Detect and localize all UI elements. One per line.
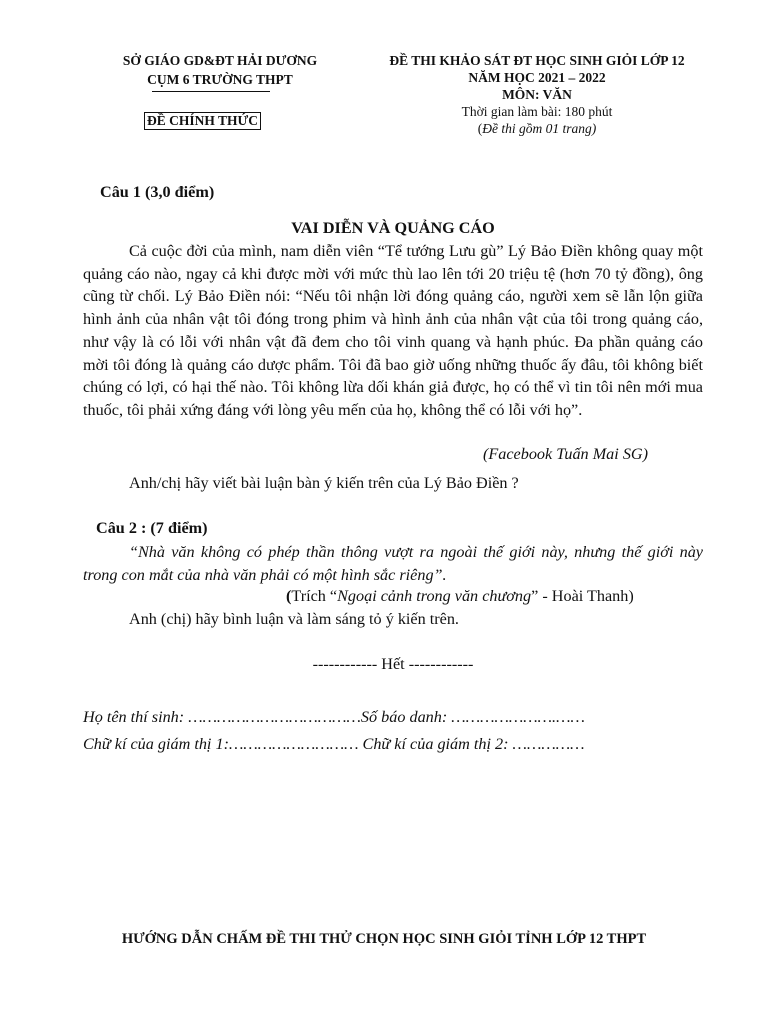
question1-task: Anh/chị hãy viết bài luận bàn ý kiến trên của Lý Bảo Điền ?	[129, 474, 519, 492]
page-count-note: (Đề thi gồm 01 trang)	[477, 121, 597, 136]
header-right	[356, 52, 718, 137]
passage-title: VAI DIỄN VÀ QUẢNG CÁO	[291, 219, 495, 237]
passage-source: (Facebook Tuấn Mai SG)	[483, 445, 648, 463]
subject: MÔN: VĂN	[502, 87, 572, 102]
proctor-signature-line: Chữ kí của giám thị 1:……………………… Chữ kí của giám thị 2: ……………	[83, 735, 585, 753]
grading-guide-title: HƯỚNG DẪN CHẤM ĐỀ THI THỬ CHỌN HỌC SINH GIỎI TỈNH LỚP 12 THPT	[121, 931, 647, 947]
header-divider	[152, 91, 270, 92]
end-marker: ------------ Hết ------------	[312, 655, 474, 673]
candidate-name-line: Họ tên thí sinh: ………………………………Số báo danh: ………………….……	[83, 708, 585, 726]
question2-heading: Câu 2 : (7 điểm)	[96, 519, 208, 537]
official-badge: ĐỀ CHÍNH THỨC	[144, 112, 261, 130]
question1-heading: Câu 1 (3,0 điểm)	[100, 183, 215, 201]
exam-title: ĐỀ THI KHẢO SÁT ĐT HỌC SINH GIỎI LỚP 12	[389, 53, 685, 68]
header-left	[80, 52, 360, 88]
school-year: NĂM HỌC 2021 – 2022	[468, 70, 606, 85]
school-cluster: CỤM 6 TRƯỜNG THPT	[147, 72, 293, 87]
department-name: SỞ GIÁO GD&ĐT HẢI DƯƠNG	[122, 53, 318, 68]
question2-task: Anh (chị) hãy bình luận và làm sáng tỏ ý kiến trên.	[129, 610, 459, 628]
exam-duration: Thời gian làm bài: 180 phút	[461, 104, 613, 119]
quote-citation: (Trích “Ngoại cảnh trong văn chương” - Hoài Thanh)	[286, 587, 634, 605]
question2-quote: “Nhà văn không có phép thần thông vượt ra ngoài thế giới này, nhưng thế giới này trong con mắt của nhà văn phải có một hình sắc riêng”.	[83, 543, 703, 584]
passage-text: Cả cuộc đời của mình, nam diễn viên “Tể tướng Lưu gù” Lý Bảo Điền không quay một quảng cáo nào, ngay cả khi được mời với mức thù lao lên tới 20 triệu tệ (hơn 70 tỷ đồng), ông cũng từ chối. Lý Bảo Điền nói: “Nếu tôi nhận lời đóng quảng cáo, người xem sẽ lẫn lộn giữa hình ảnh của nhân vật tôi đóng trong phim và hình ảnh của nhân vật của tôi trong quảng cáo, như vậy là có lỗi với nhân vật đã đem cho tôi vinh quang và hạnh phúc. Đa phần quảng cáo mời tôi đóng là quảng cáo dược phẩm. Tôi đã bao giờ uống những thuốc ấy đâu, tôi không biết chúng có lợi, có hại thế nào. Tôi không lừa dối khán giả được, họ có thể vì tin tôi nên mới mua thuốc, tôi phải xứng đáng với lòng yêu mến của họ, không thể có lỗi với họ”.	[83, 242, 703, 419]
